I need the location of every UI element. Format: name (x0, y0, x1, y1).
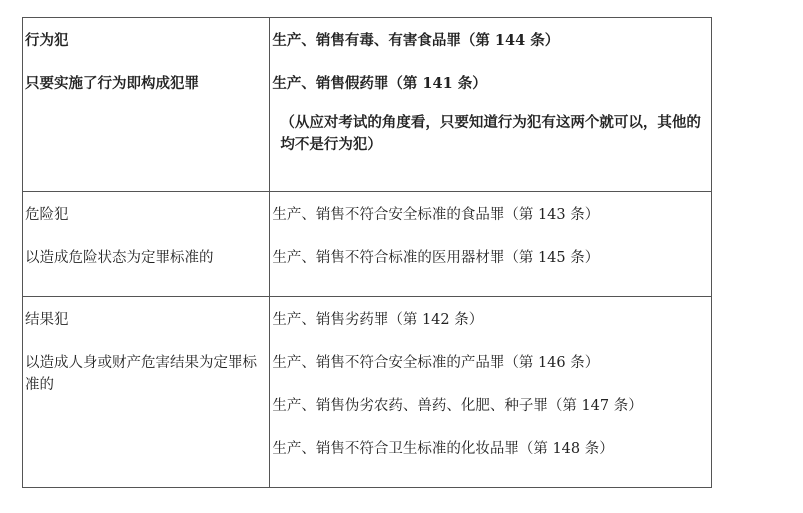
crime-item: 生产、销售不符合卫生标准的化妆品罪（第 148 条） (272, 441, 614, 457)
crime-item: 生产、销售伪劣农药、兽药、化肥、种子罪（第 147 条） (272, 398, 643, 414)
category-name: 危险犯 (25, 207, 69, 223)
exam-note: （从应对考试的角度看，只要知道行为犯有这两个就可以，其他的均不是行为犯） (280, 114, 701, 153)
crime-item: 生产、销售不符合安全标准的产品罪（第 146 条） (272, 355, 600, 371)
crime-item: 生产、销售有毒、有害食品罪（第 144 条） (272, 32, 560, 49)
category-cell (23, 192, 270, 297)
crime-item: 生产、销售不符合安全标准的食品罪（第 143 条） (272, 207, 600, 223)
category-name: 结果犯 (25, 312, 69, 328)
category-name: 行为犯 (25, 32, 69, 49)
crime-item: 生产、销售不符合标准的医用器材罪（第 145 条） (272, 250, 600, 266)
category-description: 只要实施了行为即构成犯罪 (25, 75, 199, 92)
category-cell (23, 297, 270, 488)
category-description: 以造成危险状态为定罪标准的 (25, 250, 214, 266)
crime-classification-table (22, 17, 712, 488)
crime-item: 生产、销售假药罪（第 141 条） (272, 75, 487, 92)
category-cell (23, 18, 270, 192)
table-row (23, 297, 712, 488)
table-row (23, 18, 712, 192)
category-description: 以造成人身或财产危害结果为定罪标准的 (25, 355, 257, 393)
table-row (23, 192, 712, 297)
crimes-cell (270, 18, 712, 192)
crimes-cell (270, 192, 712, 297)
crimes-cell (270, 297, 712, 488)
crime-item: 生产、销售劣药罪（第 142 条） (272, 312, 484, 328)
